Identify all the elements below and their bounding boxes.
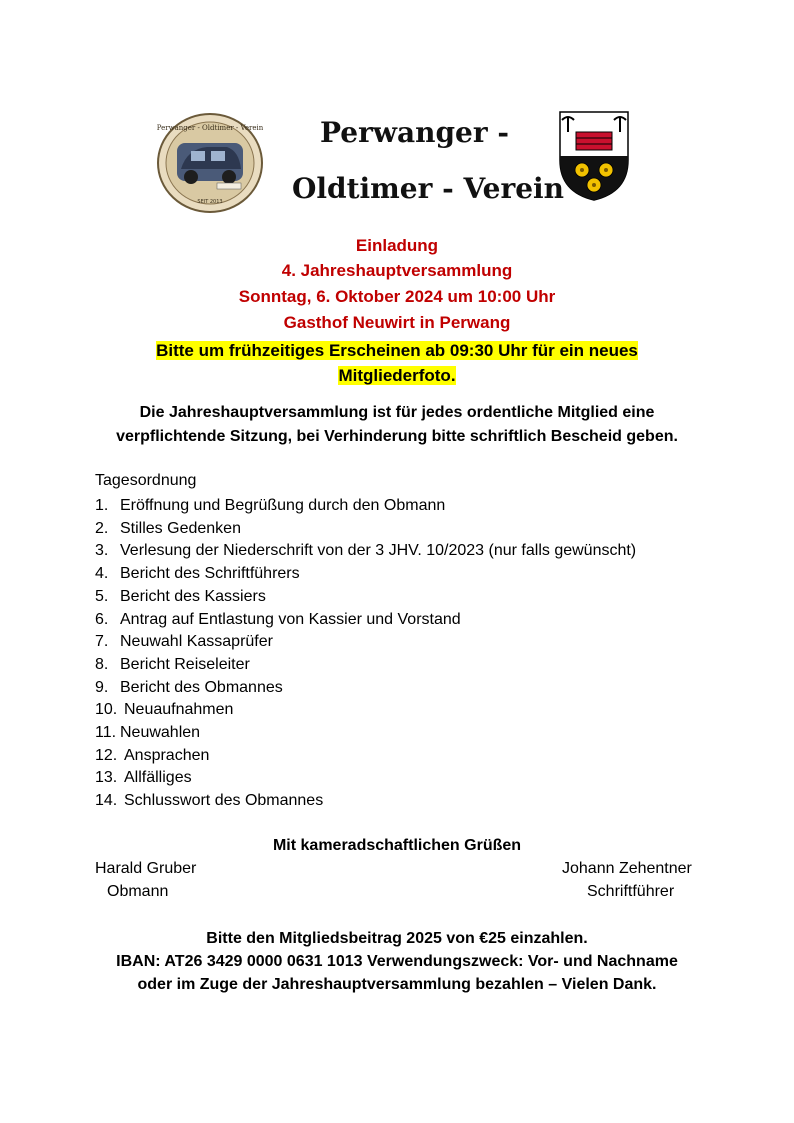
agenda-item-text: Bericht Reiseleiter xyxy=(120,655,250,673)
attendance-notice-1: Die Jahreshauptversammlung ist für jedes ordentliche Mitglied eine xyxy=(139,404,655,421)
agenda-item-text: Neuaufnahmen xyxy=(124,701,234,719)
agenda-item-text: Ansprachen xyxy=(124,746,210,764)
agenda-item xyxy=(95,631,636,654)
agenda-item-number: 8. xyxy=(95,655,109,673)
early-arrival-line-2: Mitgliederfoto. xyxy=(338,366,456,385)
logo-bottom-text: SEIT 2013 xyxy=(197,199,223,205)
club-logo xyxy=(157,113,263,213)
payment-iban: IBAN: AT26 3429 0000 0631 1013 Verwendungszweck: Vor- und Nachname xyxy=(116,953,678,970)
payment-line-3: oder im Zuge der Jahreshauptversammlung bezahlen – Vielen Dank. xyxy=(137,976,657,993)
agenda-item xyxy=(95,745,636,768)
agenda-item-text: Bericht des Schriftführers xyxy=(120,565,300,583)
agenda-item-number: 12. xyxy=(95,746,118,764)
signer-left-role: Obmann xyxy=(107,883,169,900)
agenda-list xyxy=(95,495,636,813)
agenda-item xyxy=(95,563,636,586)
agenda-item-text: Neuwahl Kassaprüfer xyxy=(120,633,273,651)
early-arrival-line-1: Bitte um frühzeitiges Erscheinen ab 09:30 Uhr für ein neues xyxy=(156,341,638,360)
agenda-item xyxy=(95,540,636,563)
agenda-item-number: 11. xyxy=(95,724,117,742)
agenda-item xyxy=(95,767,636,790)
attendance-notice-2: verpflichtende Sitzung, bei Verhinderung bitte schriftlich Bescheid geben. xyxy=(116,428,678,445)
agenda-item-text: Antrag auf Entlastung von Kassier und Vorstand xyxy=(120,610,461,628)
agenda-item-text: Verlesung der Niederschrift von der 3 JHV. 10/2023 (nur falls gewünscht) xyxy=(120,542,637,560)
agenda-item-text: Stilles Gedenken xyxy=(120,519,241,537)
signer-right-role: Schriftführer xyxy=(587,883,675,900)
agenda-item-number: 6. xyxy=(95,610,109,628)
agenda-title: Tagesordnung xyxy=(95,472,197,489)
meeting-location: Gasthof Neuwirt in Perwang xyxy=(283,313,511,332)
agenda-item-number: 2. xyxy=(95,519,109,537)
agenda-item xyxy=(95,790,636,813)
agenda-item xyxy=(95,677,636,700)
agenda-item-number: 5. xyxy=(95,587,109,605)
agenda-item-number: 4. xyxy=(95,565,109,583)
agenda-item-number: 13. xyxy=(95,769,118,787)
agenda-item xyxy=(95,495,636,518)
agenda-item-text: Bericht des Kassiers xyxy=(120,587,266,605)
agenda-item-text: Bericht des Obmannes xyxy=(120,678,283,696)
signer-left-name: Harald Gruber xyxy=(95,860,197,877)
early-arrival-notice-2 xyxy=(0,364,794,388)
coat-of-arms xyxy=(558,110,630,202)
agenda-item-number: 14. xyxy=(95,792,118,810)
agenda-item xyxy=(95,699,636,722)
agenda-item-number: 7. xyxy=(95,633,109,651)
agenda-item-text: Neuwahlen xyxy=(120,724,201,742)
agenda-item xyxy=(95,722,636,745)
agenda-item-text: Eröffnung und Begrüßung durch den Obmann xyxy=(120,497,446,514)
signer-right-name: Johann Zehentner xyxy=(562,860,692,877)
agenda-item xyxy=(95,654,636,677)
invitation-heading: Einladung xyxy=(355,236,439,255)
meeting-date: Sonntag, 6. Oktober 2024 um 10:00 Uhr xyxy=(238,287,556,306)
payment-line-1: Bitte den Mitgliedsbeitrag 2025 von €25 einzahlen. xyxy=(206,930,588,947)
agenda-item xyxy=(95,586,636,609)
agenda-item-text: Allfälliges xyxy=(124,769,192,787)
agenda-item-number: 10. xyxy=(95,701,118,719)
agenda-item-number: 3. xyxy=(95,542,109,560)
logo-top-text: Perwanger - Oldtimer - Verein xyxy=(157,124,263,132)
early-arrival-notice xyxy=(0,339,794,363)
agenda-item-number: 1. xyxy=(95,497,109,514)
greeting: Mit kameradschaftlichen Grüßen xyxy=(272,837,522,854)
agenda-item xyxy=(95,518,636,541)
agenda-item-text: Schlusswort des Obmannes xyxy=(124,792,324,810)
agenda-item xyxy=(95,609,636,632)
title-line-1: Perwanger - xyxy=(320,116,509,149)
agenda-item-number: 9. xyxy=(95,678,109,696)
title-line-2: Oldtimer - Verein xyxy=(292,172,565,205)
meeting-title: 4. Jahreshauptversammlung xyxy=(281,261,513,280)
